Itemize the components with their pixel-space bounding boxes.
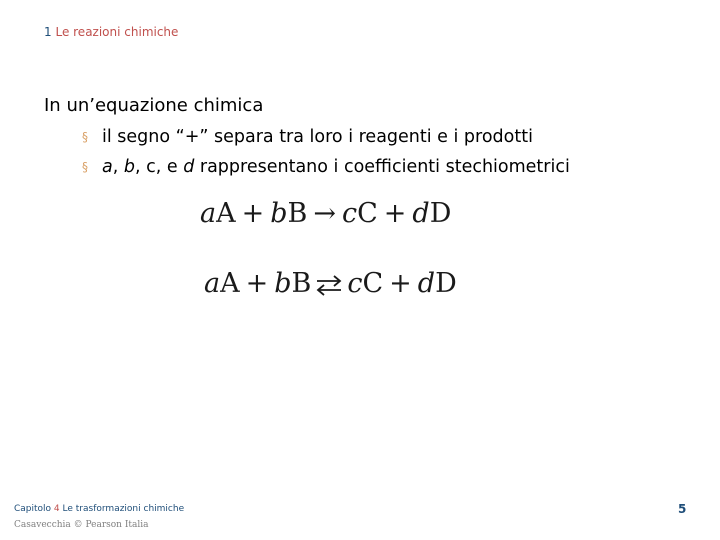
- equation-irreversible: [200, 198, 451, 229]
- bullet-rest-text: rappresentano i coefficienti stechiometrici: [194, 157, 570, 177]
- equation-reversible: [204, 268, 457, 299]
- section-header: [44, 25, 178, 39]
- eq-species-b: B: [291, 268, 312, 299]
- eq-species-c: C: [357, 198, 378, 229]
- eq-species-a: A: [216, 198, 236, 229]
- eq-coef-c: c: [347, 268, 363, 299]
- separator: ,: [112, 157, 124, 177]
- coef-c: c: [146, 157, 156, 177]
- bullet-item-coefficients: [82, 155, 570, 185]
- eq-coef-d: d: [412, 198, 430, 229]
- page-number: 5: [678, 502, 687, 516]
- coef-b: b: [123, 157, 135, 177]
- intro-text: In un’equazione chimica: [44, 95, 264, 116]
- eq-coef-a: a: [204, 268, 221, 299]
- footer-chapter: [14, 504, 184, 514]
- eq-coef-b: b: [270, 198, 288, 229]
- separator: , e: [155, 157, 184, 177]
- eq-species-a: A: [220, 268, 240, 299]
- chapter-number: 4: [53, 504, 60, 514]
- bullet-text: [102, 155, 570, 179]
- eq-coef-a: a: [200, 198, 217, 229]
- coef-a: a: [102, 157, 113, 177]
- eq-species-b: B: [287, 198, 308, 229]
- eq-species-c: C: [362, 268, 384, 299]
- chapter-title: Le trasformazioni chimiche: [59, 504, 185, 514]
- bullet-text: il segno “+” separa tra loro i reagenti e i prodotti: [102, 127, 533, 147]
- eq-species-d: D: [435, 268, 457, 299]
- coef-d: d: [183, 157, 195, 177]
- separator: ,: [134, 157, 147, 177]
- eq-coef-d: d: [417, 268, 436, 299]
- eq-coef-c: c: [342, 198, 358, 229]
- plus-sign: +: [241, 198, 265, 229]
- section-title: Le reazioni chimiche: [55, 25, 179, 39]
- bullet-item-plus-sign: [82, 125, 570, 155]
- plus-sign: +: [383, 198, 407, 229]
- reaction-arrow: →: [313, 198, 336, 229]
- chapter-prefix: Capitolo: [14, 504, 54, 514]
- eq-species-d: D: [429, 198, 452, 229]
- bullet-list: [82, 125, 570, 185]
- bullet-marker-icon: §: [82, 130, 88, 144]
- plus-sign: +: [389, 268, 412, 299]
- equilibrium-arrow-icon: [315, 273, 343, 297]
- bullet-marker-icon: §: [82, 160, 88, 174]
- plus-sign: +: [245, 268, 269, 299]
- footer-credit: Casavecchia © Pearson Italia: [14, 520, 149, 530]
- section-number: 1: [44, 25, 52, 39]
- eq-coef-b: b: [274, 268, 292, 299]
